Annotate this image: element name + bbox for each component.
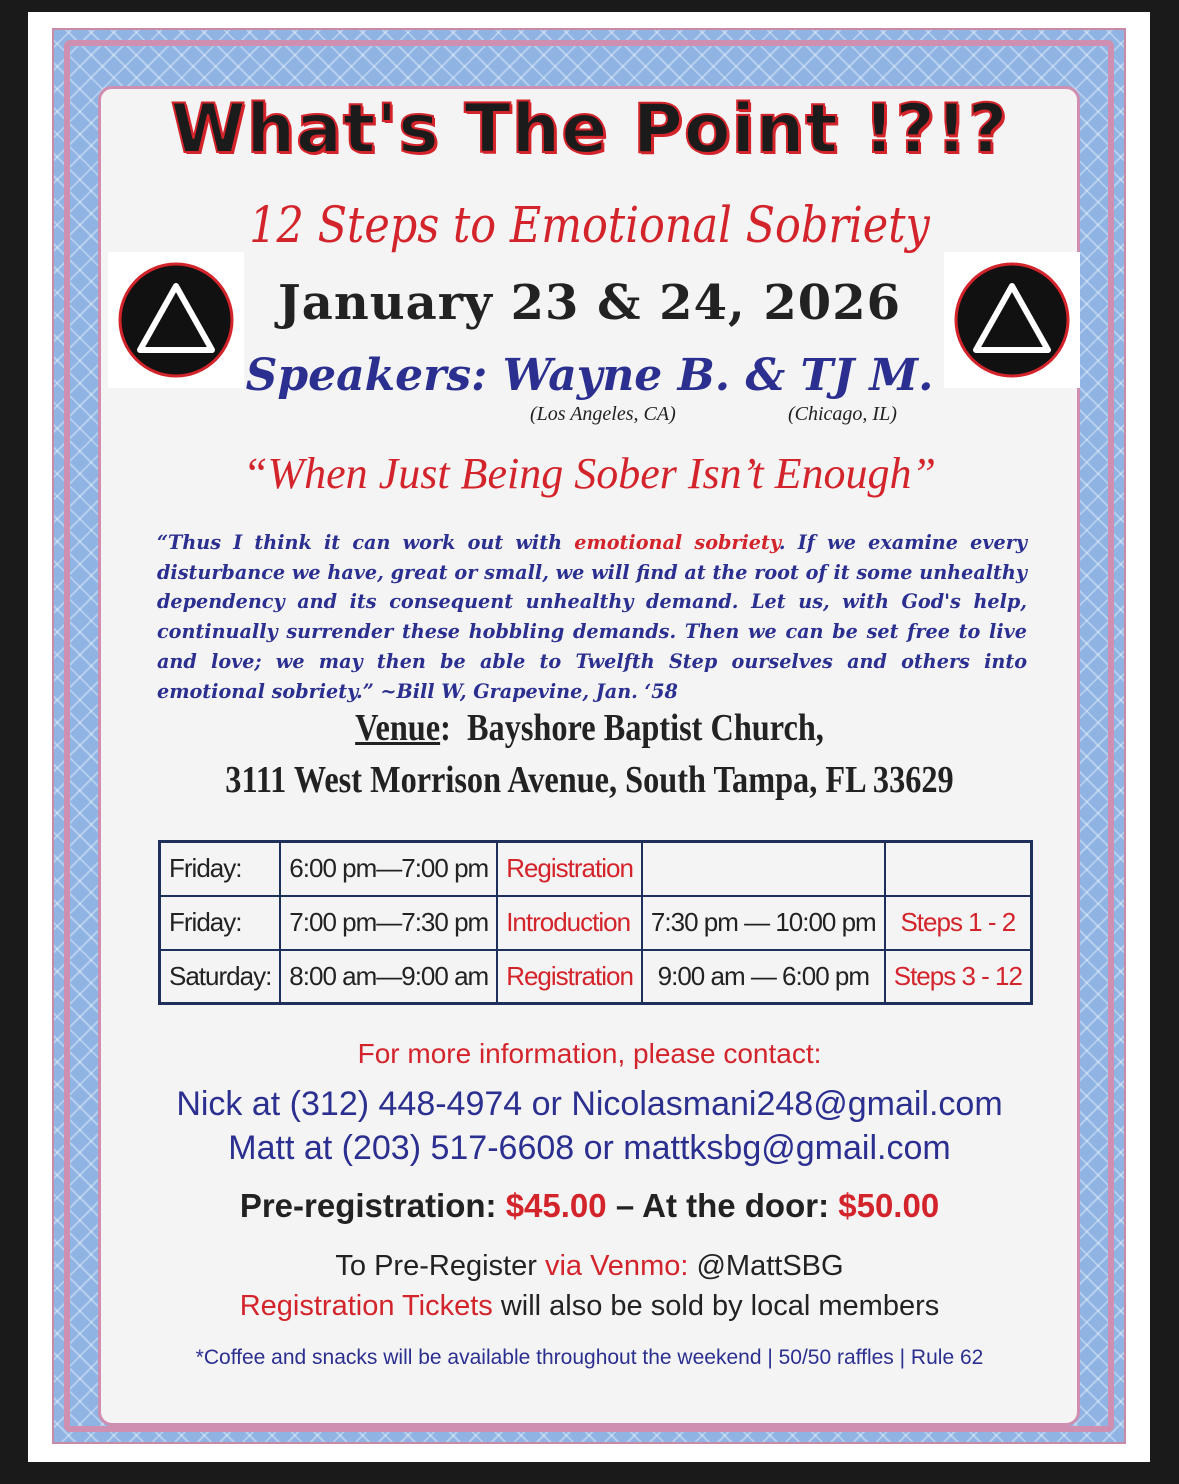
table-row bbox=[160, 950, 1032, 1004]
schedule-time2: 7:30 pm — 10:00 pm bbox=[642, 896, 885, 950]
schedule-event: Introduction bbox=[497, 896, 642, 950]
pre-registration-price: $45.00 bbox=[505, 1187, 607, 1224]
table-row bbox=[160, 842, 1032, 896]
footnote: *Coffee and snacks will be available throughout the weekend | 50/50 raffles | Rule 62 bbox=[195, 1346, 984, 1369]
schedule-event: Registration bbox=[497, 842, 642, 896]
schedule-event2 bbox=[885, 842, 1032, 896]
venmo-line bbox=[0, 1250, 1179, 1283]
schedule-event2: Steps 3 - 12 bbox=[885, 950, 1032, 1004]
schedule-time2: 9:00 am — 6:00 pm bbox=[642, 950, 885, 1004]
speakers-line: Speakers: Wayne B. & TJ M. bbox=[245, 350, 934, 401]
door-price: $50.00 bbox=[838, 1187, 940, 1224]
venue-address: 3111 West Morrison Avenue, South Tampa, FL 33629 bbox=[225, 759, 954, 801]
contact-nick: Nick at (312) 448-4974 or Nicolasmani248@gmail.com bbox=[176, 1085, 1003, 1123]
tagline: “When Just Being Sober Isn’t Enough” bbox=[243, 449, 936, 498]
schedule-time: 8:00 am—9:00 am bbox=[280, 950, 497, 1004]
schedule-time: 6:00 pm—7:00 pm bbox=[280, 842, 497, 896]
flyer-subtitle: 12 Steps to Emotional Sobriety bbox=[249, 196, 930, 254]
tickets-line bbox=[0, 1290, 1179, 1323]
flyer-title: What's The Point !?!? bbox=[170, 90, 1009, 169]
quote-text: . If we examine every disturbance we have, great or small, we will find at the root of it some unhealthy dependency and its consequent unhealthy demand. Let us, with God's help, continually surrender these hobbling demands. Then we can be set free to live and love; we may then be able to Twelfth Step ourselves and others into emotional sobriety.” ~Bill W, Grapevine, Jan. ‘58 bbox=[157, 531, 1027, 703]
schedule-table bbox=[158, 840, 1033, 1005]
schedule-time: 7:00 pm—7:30 pm bbox=[280, 896, 497, 950]
speaker2-city: (Chicago, IL) bbox=[788, 403, 897, 425]
pre-registration-label: Pre-registration: bbox=[239, 1187, 497, 1224]
venue-name: Bayshore Baptist Church, bbox=[467, 707, 824, 749]
schedule-event2: Steps 1 - 2 bbox=[885, 896, 1032, 950]
contact-matt: Matt at (203) 517-6608 or mattksbg@gmail.com bbox=[228, 1129, 951, 1167]
venue-name-line: Venue: Bayshore Baptist Church, bbox=[355, 707, 824, 749]
table-row bbox=[160, 896, 1032, 950]
quote-highlight: emotional sobriety bbox=[574, 531, 779, 554]
tickets-highlight: Registration Tickets bbox=[239, 1290, 493, 1322]
venmo-handle: @MattSBG bbox=[696, 1250, 844, 1282]
tickets-rest: will also be sold by local members bbox=[500, 1290, 940, 1322]
event-dates: January 23 & 24, 2026 bbox=[278, 275, 901, 331]
door-label: – At the door: bbox=[615, 1187, 830, 1224]
venmo-prefix: To Pre-Register bbox=[335, 1250, 537, 1282]
speaker1-city: (Los Angeles, CA) bbox=[530, 403, 676, 425]
pricing-line bbox=[0, 1187, 1179, 1225]
schedule-event: Registration bbox=[497, 950, 642, 1004]
contact-heading: For more information, please contact: bbox=[357, 1038, 822, 1069]
venmo-via: via Venmo: bbox=[544, 1250, 689, 1282]
schedule-day: Saturday: bbox=[160, 950, 281, 1004]
schedule-day: Friday: bbox=[160, 896, 281, 950]
bill-w-quote bbox=[157, 528, 1027, 706]
quote-text: “Thus I think it can work out with bbox=[157, 531, 575, 554]
venue-label: Venue bbox=[355, 707, 441, 749]
schedule-time2 bbox=[642, 842, 885, 896]
schedule-day: Friday: bbox=[160, 842, 281, 896]
